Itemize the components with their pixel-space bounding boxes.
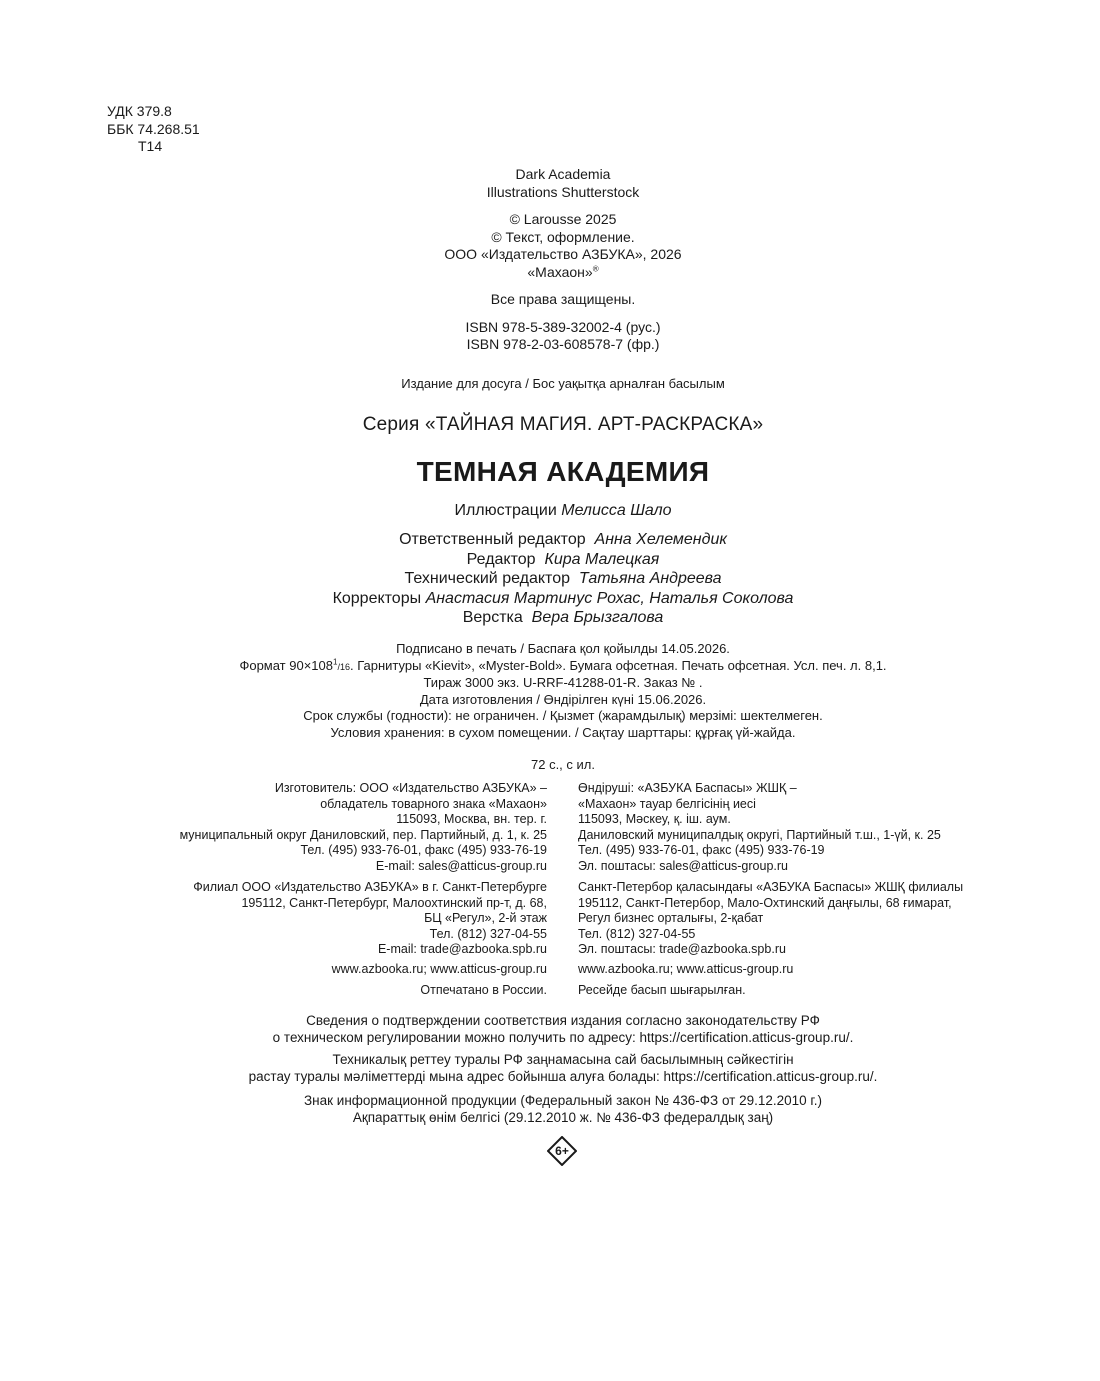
udk-code: УДК 379.8 <box>107 103 172 119</box>
rights-notice: Все права защищены. <box>490 291 636 307</box>
copyright-publisher: ООО «Издательство АЗБУКА», 2026 <box>444 246 682 262</box>
registered-mark: ® <box>592 263 599 273</box>
websites-kz <box>578 962 998 978</box>
address-line: Регул бизнес орталығы, 2-қабат <box>578 911 764 925</box>
address-line: обладатель товарного знака «Махаон» <box>320 796 547 811</box>
printed-ru <box>127 983 547 999</box>
classification-codes <box>107 103 200 156</box>
editor-name: Анна Хелемендик <box>594 531 727 548</box>
certification-kz <box>0 1051 1100 1085</box>
phone-line: Тел. (495) 933-76-01, факс (495) 933-76-19 <box>578 843 825 857</box>
copyright-text: © Текст, оформление. <box>491 228 635 245</box>
printed-in-line: Ресейде басып шығарылған. <box>578 983 746 997</box>
author-mark: Т14 <box>138 138 163 154</box>
page-count: 72 с., с ил. <box>531 757 595 772</box>
address-line: муниципальный округ Даниловский, пер. Партийный, д. 1, к. 25 <box>179 827 547 842</box>
address-line: 115093, Мәскеу, қ. іш. аум. <box>578 812 731 826</box>
address-line: «Махаон» тауар белгісінің иесі <box>578 796 756 811</box>
editors-list <box>0 530 1100 628</box>
website-line: www.azbooka.ru; www.atticus-group.ru <box>331 962 547 976</box>
certification-ru <box>0 1012 1100 1046</box>
signed-to-print: Подписано в печать / Баспаға қол қойылды 14.05.2026. <box>396 641 730 656</box>
format-rest: . Гарнитуры «Kievit», «Myster-Bold». Бумага офсетная. Печать офсетная. Усл. печ. л. 8,1. <box>349 657 887 673</box>
email-line: E-mail: sales@atticus-group.ru <box>375 858 547 873</box>
address-line: Изготовитель: ООО «Издательство АЗБУКА» – <box>274 781 547 795</box>
website-line: www.azbooka.ru; www.atticus-group.ru <box>578 962 794 976</box>
certification-line: Техникалық реттеу туралы РФ заңнамасына сай басылымның сәйкестігін <box>332 1052 794 1067</box>
printed-in-line: Отпечатано в России. <box>420 983 547 997</box>
information-product-mark <box>0 1092 1100 1126</box>
age-rating-badge <box>547 1136 577 1166</box>
certification-line: о техническом регулировании можно получить по адресу: https://certification.atticus-group.ru/. <box>272 1030 854 1045</box>
certification-line: растау туралы мәліметтерді мына адрес бойынша алуға болады: https://certification.atticus-group.ru/. <box>248 1069 878 1084</box>
email-line: Эл. поштасы: sales@atticus-group.ru <box>578 858 788 873</box>
editor-role: Ответственный редактор <box>399 531 586 548</box>
series-title: Серия «ТАЙНАЯ МАГИЯ. АРТ-РАСКРАСКА» <box>362 414 764 435</box>
editor-name: Татьяна Андреева <box>578 570 722 587</box>
address-line: Өндіруші: «АЗБУКА Баспасы» ЖШҚ – <box>578 781 797 795</box>
printed-kz <box>578 983 998 999</box>
editor-name: Анастасия Мартинус Рохас, Наталья Соколова <box>425 589 794 607</box>
editor-role: Технический редактор <box>404 570 570 587</box>
format-line <box>0 658 1100 676</box>
law-line: Ақпараттық өнім белгісі (29.12.2010 ж. № 436-ФЗ федералдық заң) <box>352 1110 774 1125</box>
format-prefix: Формат 90×108 <box>239 657 333 673</box>
email-line: E-mail: trade@azbooka.spb.ru <box>377 942 547 956</box>
editor-row <box>0 589 1100 609</box>
editor-row <box>0 550 1100 570</box>
bbk-code: ББК 74.268.51 <box>107 120 200 137</box>
address-line: 195112, Санкт-Петербург, Малоохтинский пр-т, д. 68, <box>241 895 547 910</box>
address-line: Санкт-Петербор қаласындағы «АЗБУКА Баспасы» ЖШҚ филиалы <box>578 880 964 894</box>
editor-name: Кира Малецкая <box>544 550 660 568</box>
illustrator-name: Мелисса Шало <box>561 502 672 519</box>
storage-conditions: Условия хранения: в сухом помещении. / Сақтау шарттары: құрғақ үй-жайда. <box>330 724 796 740</box>
law-line: Знак информационной продукции (Федеральный закон № 436-ФЗ от 29.12.2010 г.) <box>304 1093 822 1108</box>
phone-line: Тел. (495) 933-76-01, факс (495) 933-76-19 <box>300 843 547 857</box>
brand-name: «Махаон» <box>527 263 593 280</box>
address-line: 115093, Москва, вн. тер. г. <box>396 812 547 826</box>
editor-role: Редактор <box>466 550 536 568</box>
copyright-larousse: © Larousse 2025 <box>509 211 617 227</box>
phone-line: Тел. (812) 327-04-55 <box>429 926 547 941</box>
manufacture-date: Дата изготовления / Өндірілген күні 15.06.2026. <box>419 691 707 707</box>
print-details <box>0 641 1100 741</box>
websites-ru <box>127 962 547 978</box>
editor-row <box>0 530 1100 550</box>
address-line: Даниловский муниципалдық округі, Партийный т.ш., 1-үй, к. 25 <box>578 827 941 842</box>
editor-name: Вера Брызгалова <box>531 609 664 626</box>
editor-row <box>0 569 1100 589</box>
manufacturer-kz <box>578 781 998 874</box>
editor-row <box>0 608 1100 628</box>
copyright-brand <box>0 264 1100 282</box>
leisure-edition-note: Издание для досуга / Бос уақытқа арналған басылым <box>401 376 725 391</box>
illustration-credit: Illustrations Shutterstock <box>486 183 640 200</box>
isbn-ru: ISBN 978-5-389-32002-4 (рус.) <box>465 318 661 335</box>
phone-line: Тел. (812) 327-04-55 <box>578 926 696 941</box>
illustrator-label: Иллюстрации <box>454 502 557 519</box>
format-fraction-num: 1 <box>333 657 338 667</box>
print-run: Тираж 3000 экз. U-RRF-41288-01-R. Заказ № . <box>423 675 703 690</box>
email-line: Эл. поштасы: trade@azbooka.spb.ru <box>578 942 786 956</box>
certification-line: Сведения о подтверждении соответствия издания согласно законодательству РФ <box>306 1013 820 1028</box>
illustrator-credit <box>0 501 1100 521</box>
book-title: ТЕМНАЯ АКАДЕМИЯ <box>416 456 710 487</box>
branch-kz <box>578 880 998 958</box>
branch-ru <box>127 880 547 958</box>
age-rating-label: 6+ <box>555 1144 569 1158</box>
original-title: Dark Academia <box>515 166 611 182</box>
manufacturer-ru <box>127 781 547 874</box>
address-line: БЦ «Регул», 2-й этаж <box>424 911 547 925</box>
isbn-fr: ISBN 978-2-03-608578-7 (фр.) <box>466 336 660 352</box>
credits-block <box>0 166 1100 354</box>
editor-role: Корректоры <box>332 589 422 607</box>
address-line: 195112, Санкт-Петербор, Мало-Охтинский даңғылы, 68 ғимарат, <box>578 895 952 910</box>
format-fraction-den: /16 <box>337 661 350 672</box>
shelf-life: Срок службы (годности): не ограничен. / Қызмет (жарамдылық) мерзімі: шектелмеген. <box>303 708 823 723</box>
address-line: Филиал ООО «Издательство АЗБУКА» в г. Санкт-Петербурге <box>193 880 547 894</box>
editor-role: Верстка <box>462 609 523 626</box>
